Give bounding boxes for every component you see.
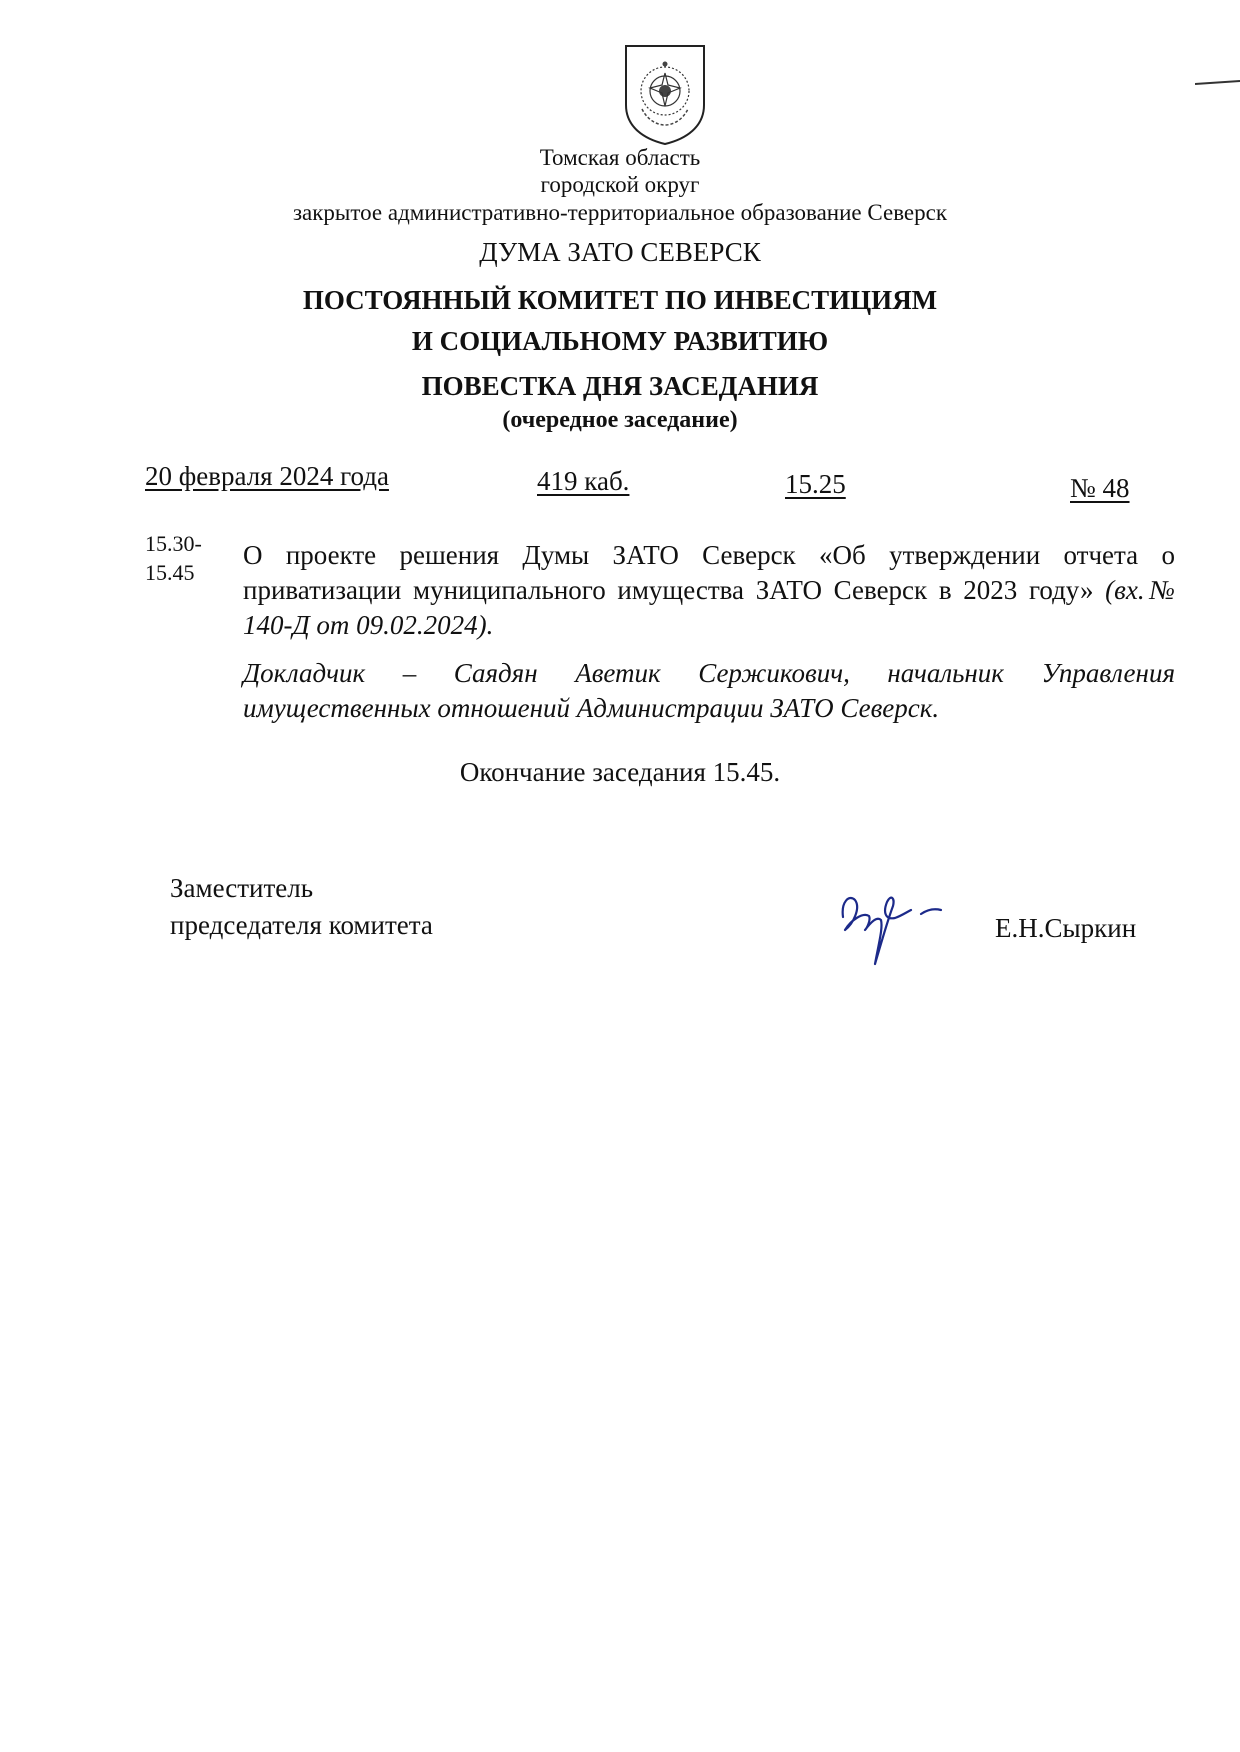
meeting-room: 419 каб.: [537, 466, 630, 496]
duma-name: ДУМА ЗАТО СЕВЕРСК: [479, 237, 761, 267]
session-type: (очередное заседание): [502, 407, 738, 433]
agenda-time-start: 15.30-: [145, 531, 202, 556]
meeting-date: 20 февраля 2024 года: [145, 461, 389, 491]
handwritten-signature: [835, 872, 945, 972]
signatory-name: Е.Н.Сыркин: [995, 913, 1137, 943]
agenda-item-text: [243, 538, 1175, 643]
coat-of-arms-icon: [622, 43, 708, 147]
agenda-time-end: 15.45: [145, 560, 195, 585]
entity-name: закрытое административно-территориальное образование Северск: [292, 200, 948, 225]
agenda-item-title: О проекте решения Думы ЗАТО Северск «Об утверждении отчета о приватизации муниципального имущества ЗАТО Северск в 2023 году»: [243, 540, 1175, 605]
agenda-item-reference: (вх.№ 140-Д от 09.02.2024).: [243, 575, 1176, 640]
agenda-speaker: Докладчик – Саядян Аветик Сержикович, начальник Управления имущественных отношений Администрации ЗАТО Северск.: [243, 658, 1175, 723]
document-title: ПОВЕСТКА ДНЯ ЗАСЕДАНИЯ: [421, 371, 819, 401]
committee-name-line2: И СОЦИАЛЬНОМУ РАЗВИТИЮ: [411, 326, 829, 356]
meeting-time: 15.25: [785, 469, 846, 499]
scan-edge-mark: [1195, 80, 1240, 86]
region-name: Томская область: [539, 145, 701, 170]
closing-line: Окончание заседания 15.45.: [459, 757, 781, 787]
meeting-number: № 48: [1070, 473, 1130, 503]
signatory-title-line1: Заместитель: [170, 873, 314, 903]
district-name: городской округ: [540, 172, 700, 197]
signatory-title-line2: председателя комитета: [170, 910, 433, 940]
committee-name-line1: ПОСТОЯННЫЙ КОМИТЕТ ПО ИНВЕСТИЦИЯМ: [302, 285, 938, 315]
